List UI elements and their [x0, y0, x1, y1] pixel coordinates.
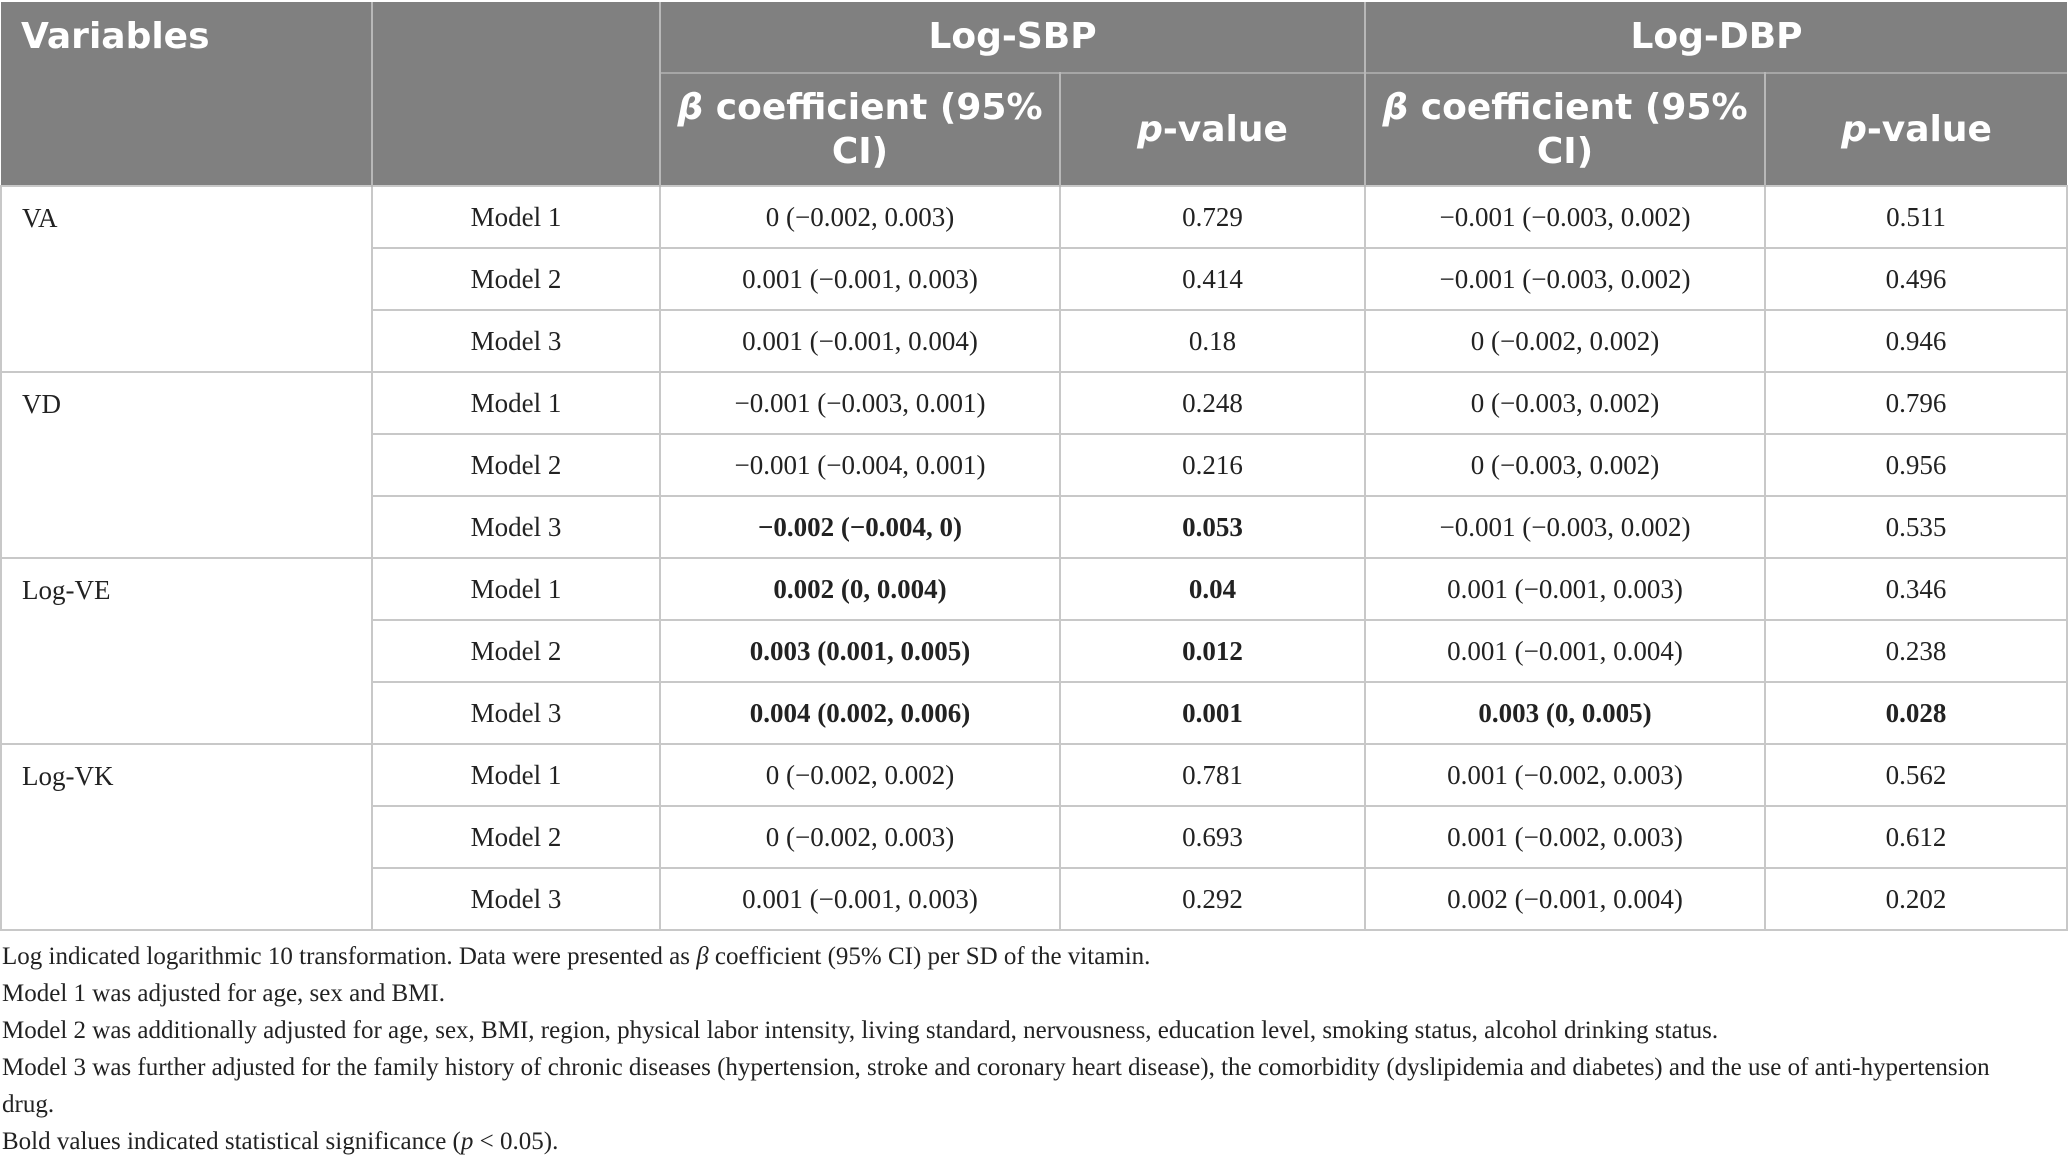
dbp-beta-cell: 0.001 (−0.001, 0.004) — [1365, 620, 1765, 682]
dbp-beta-cell: −0.001 (−0.003, 0.002) — [1365, 186, 1765, 248]
sbp-p-cell: 0.001 — [1060, 682, 1365, 744]
table-footnotes — [2, 938, 2042, 1160]
model-cell: Model 1 — [372, 558, 660, 620]
sbp-p-cell: 0.04 — [1060, 558, 1365, 620]
dbp-p-cell: 0.796 — [1765, 372, 2067, 434]
model-cell: Model 2 — [372, 620, 660, 682]
footnote-model-3: Model 3 was further adjusted for the family history of chronic diseases (hypertension, stroke and coronary heart disease), the comorbidity (dyslipidemia and diabetes) and the use of anti-hypertension drug. — [2, 1054, 1990, 1118]
sbp-beta-cell: −0.001 (−0.004, 0.001) — [660, 434, 1060, 496]
header-model-blank — [372, 2, 660, 186]
dbp-p-cell: 0.028 — [1765, 682, 2067, 744]
header-log-sbp: Log-SBP — [660, 2, 1365, 73]
dbp-p-cell: 0.946 — [1765, 310, 2067, 372]
dbp-beta-cell: 0.001 (−0.001, 0.003) — [1365, 558, 1765, 620]
sbp-beta-cell: −0.001 (−0.003, 0.001) — [660, 372, 1060, 434]
dbp-beta-cell: −0.001 (−0.003, 0.002) — [1365, 248, 1765, 310]
sbp-p-cell: 0.729 — [1060, 186, 1365, 248]
dbp-p-cell: 0.496 — [1765, 248, 2067, 310]
variable-cell: VA — [1, 186, 372, 372]
variable-cell: Log-VE — [1, 558, 372, 744]
sbp-p-cell: 0.781 — [1060, 744, 1365, 806]
variable-cell: Log-VK — [1, 744, 372, 930]
dbp-p-cell: 0.562 — [1765, 744, 2067, 806]
dbp-beta-cell: 0.001 (−0.002, 0.003) — [1365, 806, 1765, 868]
sbp-beta-cell: 0.001 (−0.001, 0.003) — [660, 868, 1060, 930]
dbp-p-cell: 0.238 — [1765, 620, 2067, 682]
table-row — [1, 186, 2067, 248]
sbp-beta-cell: 0.003 (0.001, 0.005) — [660, 620, 1060, 682]
sbp-p-cell: 0.216 — [1060, 434, 1365, 496]
footnote-bold: Bold values indicated statistical significance (p < 0.05). — [2, 1128, 559, 1155]
dbp-p-cell: 0.202 — [1765, 868, 2067, 930]
model-cell: Model 3 — [372, 496, 660, 558]
header-variables: Variables — [1, 2, 372, 186]
dbp-beta-cell: 0.003 (0, 0.005) — [1365, 682, 1765, 744]
sbp-beta-cell: −0.002 (−0.004, 0) — [660, 496, 1060, 558]
model-cell: Model 2 — [372, 434, 660, 496]
dbp-p-cell: 0.346 — [1765, 558, 2067, 620]
model-cell: Model 3 — [372, 868, 660, 930]
sbp-p-cell: 0.414 — [1060, 248, 1365, 310]
footnote-model-2: Model 2 was additionally adjusted for age, sex, BMI, region, physical labor intensity, living standard, nervousness, education level, smoking status, alcohol drinking status. — [2, 1017, 1719, 1044]
sbp-beta-cell: 0 (−0.002, 0.002) — [660, 744, 1060, 806]
footnote-model-1: Model 1 was adjusted for age, sex and BMI. — [2, 980, 445, 1007]
sbp-p-cell: 0.248 — [1060, 372, 1365, 434]
dbp-beta-cell: 0 (−0.003, 0.002) — [1365, 434, 1765, 496]
variable-cell: VD — [1, 372, 372, 558]
sbp-beta-cell: 0.004 (0.002, 0.006) — [660, 682, 1060, 744]
sbp-beta-cell: 0 (−0.002, 0.003) — [660, 186, 1060, 248]
sbp-p-cell: 0.18 — [1060, 310, 1365, 372]
dbp-beta-cell: 0.002 (−0.001, 0.004) — [1365, 868, 1765, 930]
sbp-p-cell: 0.053 — [1060, 496, 1365, 558]
header-sbp-p: p-value — [1060, 73, 1365, 186]
model-cell: Model 1 — [372, 744, 660, 806]
table-header — [1, 2, 2067, 186]
model-cell: Model 2 — [372, 806, 660, 868]
dbp-p-cell: 0.612 — [1765, 806, 2067, 868]
table-row — [1, 558, 2067, 620]
sbp-beta-cell: 0.001 (−0.001, 0.003) — [660, 248, 1060, 310]
sbp-beta-cell: 0 (−0.002, 0.003) — [660, 806, 1060, 868]
sbp-p-cell: 0.012 — [1060, 620, 1365, 682]
footnote-log: Log indicated logarithmic 10 transformation. Data were presented as β coefficient (95% CI) per SD of the vitamin. — [2, 943, 1151, 970]
dbp-beta-cell: 0 (−0.002, 0.002) — [1365, 310, 1765, 372]
header-dbp-p: p-value — [1765, 73, 2067, 186]
model-cell: Model 1 — [372, 186, 660, 248]
model-cell: Model 3 — [372, 310, 660, 372]
dbp-beta-cell: 0 (−0.003, 0.002) — [1365, 372, 1765, 434]
table-body — [1, 186, 2067, 930]
table-row — [1, 744, 2067, 806]
dbp-p-cell: 0.511 — [1765, 186, 2067, 248]
model-cell: Model 1 — [372, 372, 660, 434]
sbp-p-cell: 0.292 — [1060, 868, 1365, 930]
model-cell: Model 3 — [372, 682, 660, 744]
results-table — [0, 2, 2068, 931]
sbp-beta-cell: 0.001 (−0.001, 0.004) — [660, 310, 1060, 372]
dbp-p-cell: 0.535 — [1765, 496, 2067, 558]
header-dbp-beta: β coefficient (95% CI) — [1365, 73, 1765, 186]
dbp-beta-cell: 0.001 (−0.002, 0.003) — [1365, 744, 1765, 806]
sbp-p-cell: 0.693 — [1060, 806, 1365, 868]
sbp-beta-cell: 0.002 (0, 0.004) — [660, 558, 1060, 620]
dbp-beta-cell: −0.001 (−0.003, 0.002) — [1365, 496, 1765, 558]
dbp-p-cell: 0.956 — [1765, 434, 2067, 496]
header-sbp-beta: β coefficient (95% CI) — [660, 73, 1060, 186]
model-cell: Model 2 — [372, 248, 660, 310]
table-row — [1, 372, 2067, 434]
header-log-dbp: Log-DBP — [1630, 16, 1803, 57]
